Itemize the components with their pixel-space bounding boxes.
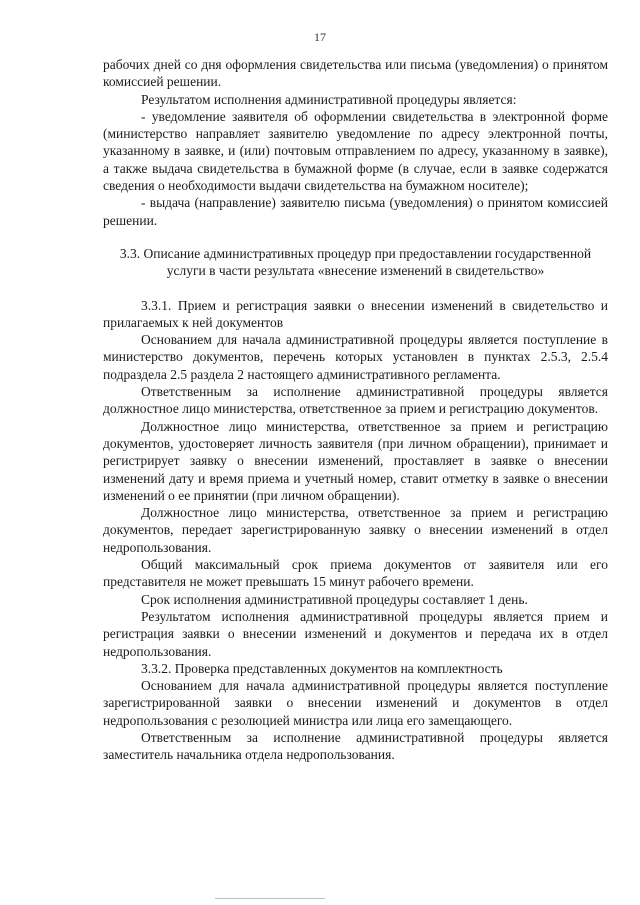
scan-edge-line [215, 898, 325, 899]
paragraph-basis: Основанием для начала административной процедуры является поступление в министерство документов, перечень которых установлен в пунктах 2.5.3, 2.5.4 подраздела 2.5 раздела 2 настоящего административного регламента. [103, 332, 608, 382]
paragraph-continuation: рабочих дней со дня оформления свидетельства или письма (уведомления) о принятом комиссией решении. [103, 57, 608, 90]
paragraph-duration: Срок исполнения административной процедуры составляет 1 день. [141, 591, 528, 607]
paragraph-transfer: Должностное лицо министерства, ответственное за прием и регистрацию документов, передает зарегистрированную заявку о внесении изменений в отдел недропользования. [103, 505, 608, 555]
paragraph-responsible: Ответственным за исполнение административной процедуры является должностное лицо министерства, ответственное за прием и регистрацию документов. [103, 384, 608, 417]
page-number: 17 [314, 30, 326, 44]
list-item-notification: - уведомление заявителя об оформлении свидетельства в электронной форме (министерство направляет заявителю уведомление по адресу электронной почты, указанному в заявке, и (или) почтовым отправлением по адресу, указанному в заявке), а также выдача свидетельства в бумажной форме (в случае, если в заявке содержатся сведения о необходимости выдачи свидетельства на бумажном носителе); [103, 108, 608, 194]
paragraph-responsible-check: Ответственным за исполнение административной процедуры является заместитель начальника отдела недропользования. [103, 729, 608, 763]
document-body [103, 56, 608, 764]
paragraph-max-time: Общий максимальный срок приема документов от заявителя или его представителя не может превышать 15 минут рабочего времени. [103, 557, 608, 590]
paragraph-basis-check: Основанием для начала административной процедуры является поступление зарегистрированной заявки о внесении изменений и документов в отдел недропользования с резолюцией министра или лица его замещающего. [103, 678, 608, 728]
section-heading-3-3: 3.3. Описание административных процедур при предоставлении государственной услуги в части результата «внесение изменений в свидетельство» [119, 245, 592, 279]
subsection-heading-3-3-1: 3.3.1. Прием и регистрация заявки о внесении изменений в свидетельство и прилагаемых к ней документов [103, 297, 608, 330]
paragraph-result: Результатом исполнения административной процедуры является прием и регистрация заявки о внесении изменений и документов и передача их в отдел недропользования. [103, 608, 608, 659]
subsection-heading-3-3-2: 3.3.2. Проверка представленных документов на комплектность [141, 660, 503, 676]
paragraph-result-intro: Результатом исполнения административной процедуры является: [141, 91, 517, 107]
list-item-letter: - выдача (направление) заявителю письма (уведомления) о принятом комиссией решении. [103, 195, 608, 228]
paragraph-official-actions: Должностное лицо министерства, ответственное за прием и регистрацию документов, удостоверяет личность заявителя (при личном обращении), принимает и регистрирует заявку о внесении изменений, проставляет в заявке о внесении изменений дату и время приема и учетный номер, ставит отметку в заявке о внесении изменений о ее принятии (при личном обращении). [103, 418, 608, 503]
